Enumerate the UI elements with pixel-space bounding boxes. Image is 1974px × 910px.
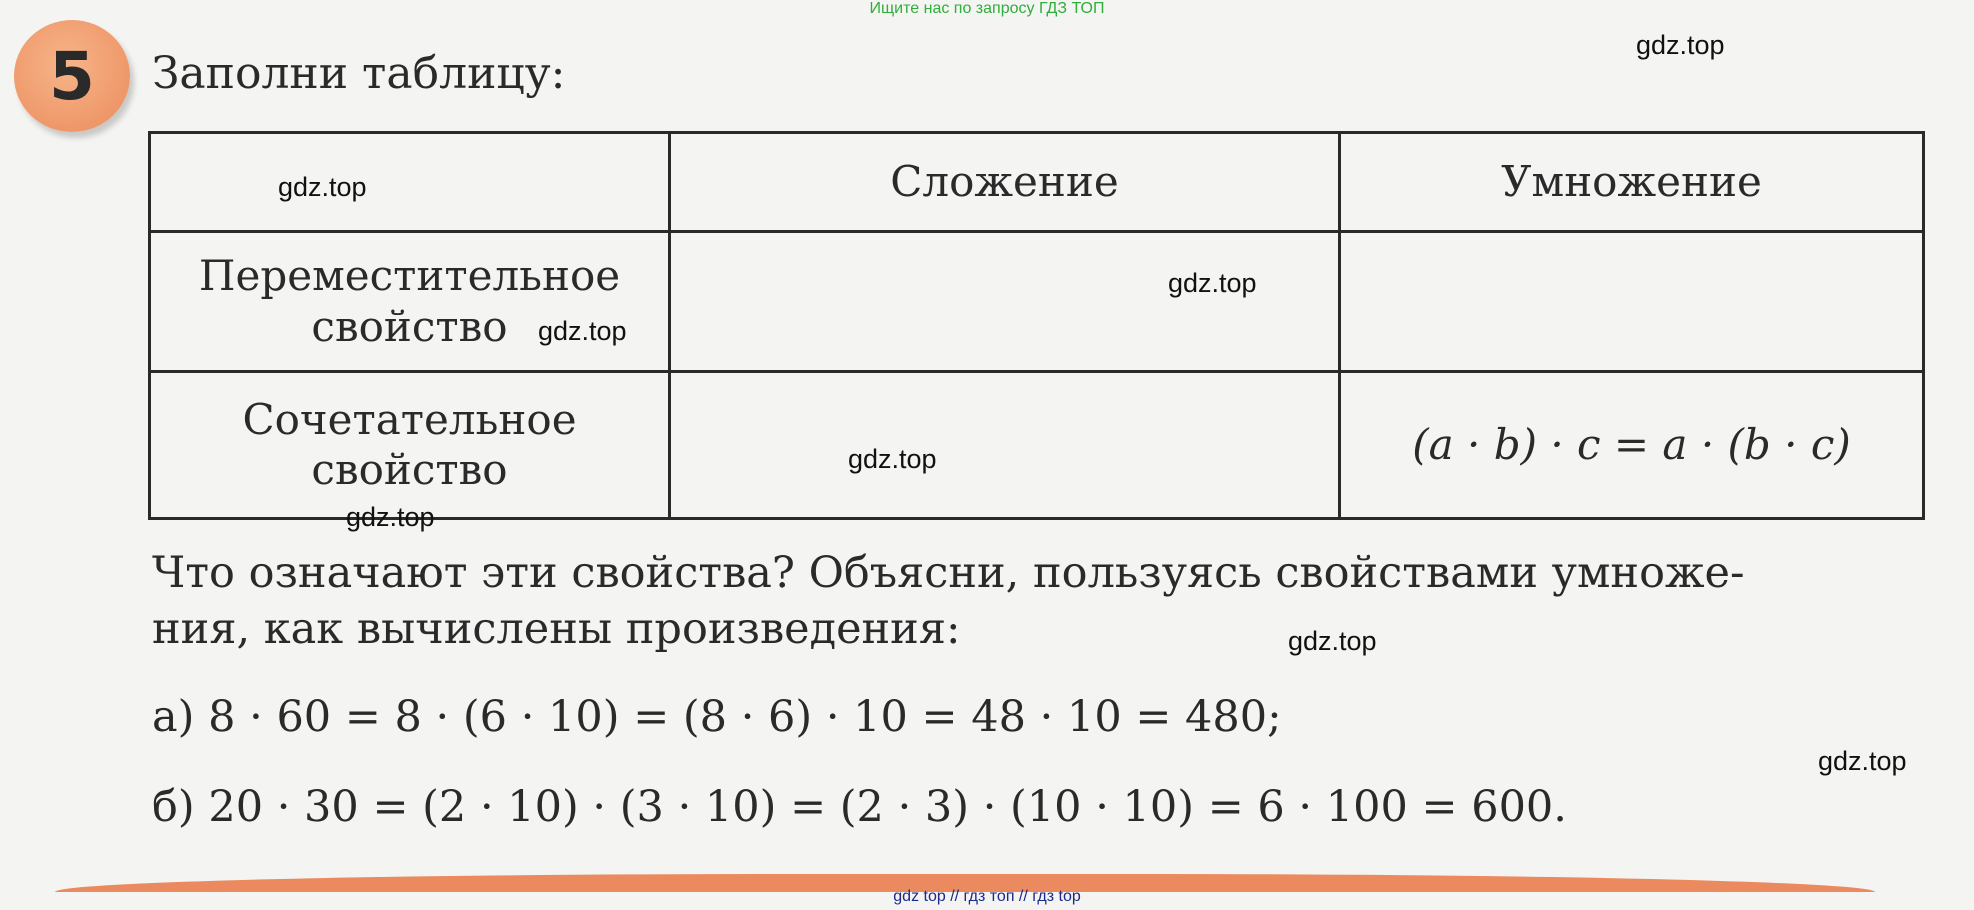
- table-header-empty: [150, 133, 670, 232]
- table-header-multiplication: Умножение: [1340, 133, 1924, 232]
- watermark: gdz.top: [1636, 30, 1725, 60]
- properties-table: [148, 131, 1925, 520]
- row-label-line: свойство: [311, 445, 508, 494]
- row-label-line: свойство: [311, 301, 508, 351]
- row-label-line: Сочетательное: [242, 394, 577, 444]
- cell-associative-multiplication: (a · b) · c = a · (b · c): [1340, 372, 1924, 519]
- table-header-addition: Сложение: [670, 133, 1340, 232]
- table-header-row: [150, 133, 1924, 232]
- table-row: [150, 232, 1924, 372]
- watermark: gdz.top: [1818, 746, 1907, 776]
- example-b: б) 20 · 30 = (2 · 10) · (3 · 10) = (2 · 3) · (10 · 10) = 6 · 100 = 600.: [152, 782, 1567, 832]
- top-banner-text: Ищите нас по запросу ГДЗ ТОП: [869, 0, 1105, 17]
- cell-commutative-multiplication: [1340, 232, 1924, 372]
- watermark: gdz.top: [346, 502, 435, 532]
- task-title: Заполни таблицу:: [152, 48, 566, 99]
- bottom-banner-text: gdz top // гдз топ // гдз top: [893, 888, 1081, 905]
- example-a: а) 8 · 60 = 8 · (6 · 10) = (8 · 6) · 10 = 48 · 10 = 480;: [152, 692, 1282, 742]
- question-line-1: Что означают эти свойства? Объясни, пользуясь свойствами умноже-: [152, 548, 1745, 598]
- cell-associative-addition: [670, 372, 1340, 519]
- table-row: [150, 372, 1924, 519]
- watermark: gdz.top: [278, 172, 367, 202]
- row-label-associative: [150, 372, 670, 519]
- watermark: gdz.top: [1168, 268, 1257, 298]
- watermark: gdz.top: [538, 316, 627, 346]
- row-label-line: Переместительное: [198, 251, 621, 301]
- task-number: 5: [49, 37, 95, 115]
- cell-commutative-addition: [670, 232, 1340, 372]
- question-line-2: ния, как вычислены произведения:: [152, 604, 961, 654]
- watermark: gdz.top: [848, 444, 937, 474]
- task-number-badge: [14, 20, 130, 132]
- watermark: gdz.top: [1288, 626, 1377, 656]
- row-label-commutative: [150, 232, 670, 372]
